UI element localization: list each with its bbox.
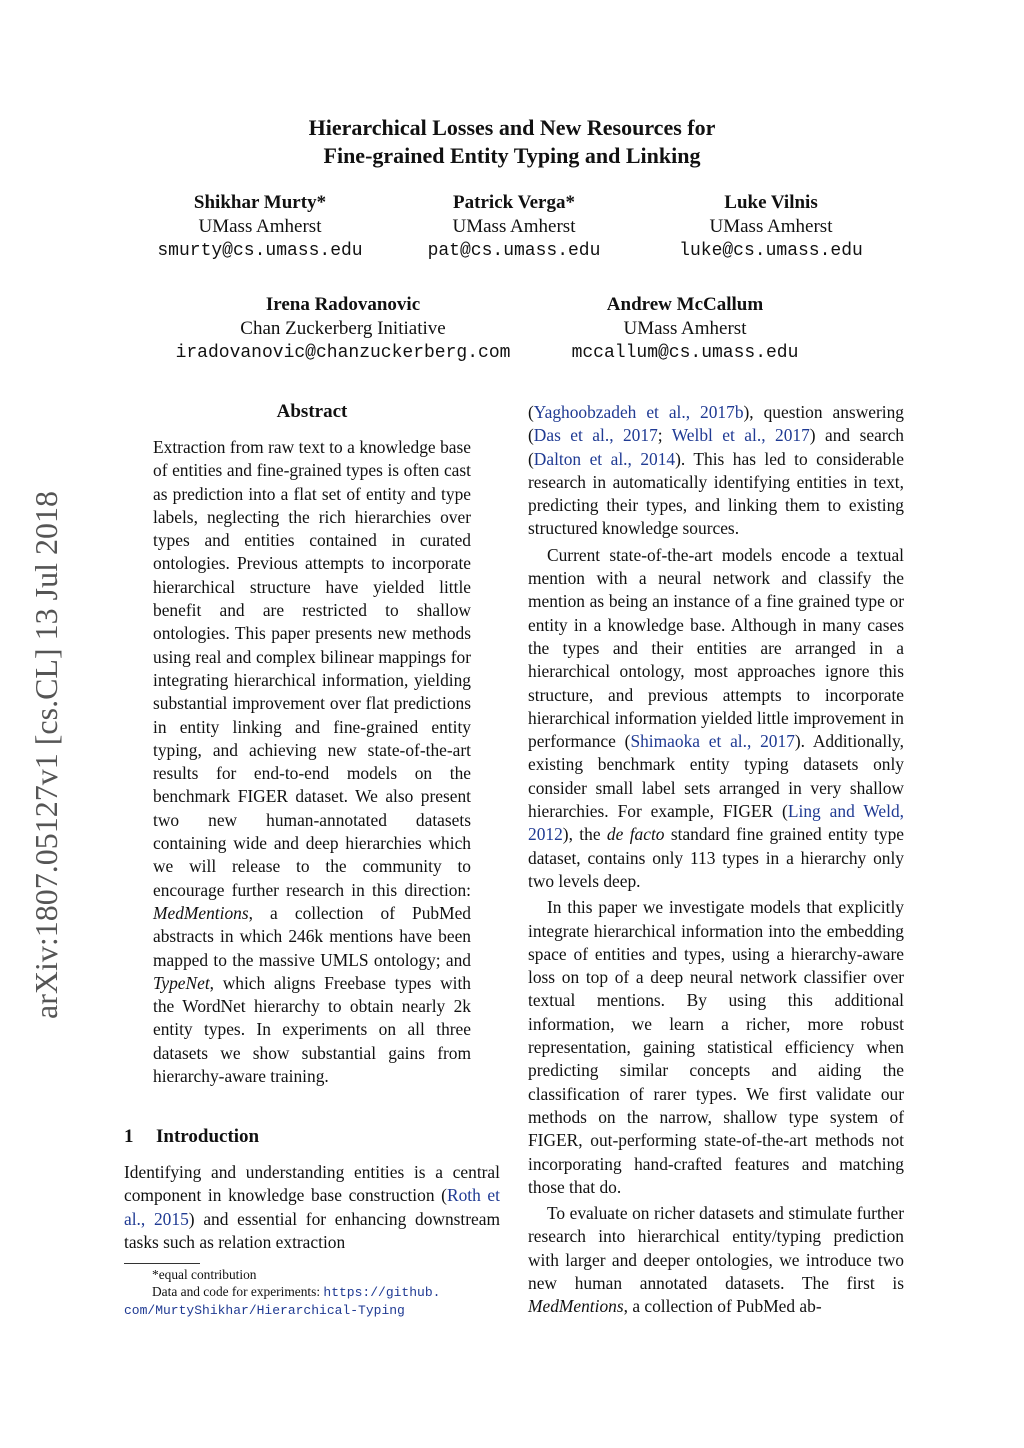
paragraph-4: To evaluate on richer datasets and stimulate further research into hierarchical entity/typing prediction with larger and deeper ontologies, we introduce two new human annotated datasets. The first is MedMentions, a collection of PubMed ab- (528, 1203, 904, 1317)
footnote-data-code: Data and code for experiments: https://github. (152, 1284, 441, 1300)
abstract-text: Extraction from raw text to a knowledge base of entities and fine-grained types is often cast as prediction into a flat set of entity and type labels, neglecting the rich hierarchies over types and entities contained in curated ontologies. Previous attempts to incorporate hierarchical structure have yielded little benefit and are restricted to shallow ontologies. This paper presents new methods using real and complex bilinear mappings for integrating hierarchical information, yielding substantial improvement over flat predictions in entity linking and fine-grained entity typing, and achieving new state-of-the-art results for end-to-end models on the benchmark FIGER dataset. We also present two new human-annotated datasets containing wide and deep hierarchies which we will release to the community to encourage further research in this direction: MedMentions, a collection of PubMed abstracts in which 246k mentions have been mapped to the massive UMLS ontology; and TypeNet, which aligns Freebase types with the WordNet hierarchy to obtain nearly 2k entity types. In experiments on all three datasets we show substantial gains from hierarchy-aware training. (153, 437, 471, 1087)
paragraph-3: In this paper we investigate models that explicitly integrate hierarchical information into the embedding space of entities and types, using a hierarchy-aware loss on top of a deep neural network classifier over textual mentions. By using this additional information, we learn a richer, more robust representation, gaining statistical efficiency when predicting similar concepts and aiding the classification of rarer types. We first validate our methods on the narrow, shallow type system of FIGER, out-performing state-of-the-art methods not incorporating hand-crafted features and matching those that do. (528, 897, 904, 1197)
author-name: Luke Vilnis (724, 192, 818, 213)
footnotes (124, 1266, 500, 1319)
author-affiliation: UMass Amherst (452, 216, 576, 237)
author-block-murty (100, 191, 420, 263)
de-facto-term: de facto (606, 824, 665, 845)
footnote-equal-contribution: *equal contribution (152, 1267, 257, 1282)
introduction-section (124, 1125, 500, 1254)
author-affiliation: Chan Zuckerberg Initiative (240, 318, 446, 339)
author-email[interactable]: smurty@cs.umass.edu (157, 241, 363, 261)
author-name: Patrick Verga* (453, 192, 575, 213)
citation-link[interactable]: Roth et al., 2015 (124, 1185, 500, 1229)
author-affiliation: UMass Amherst (198, 216, 322, 237)
author-email[interactable]: iradovanovic@chanzuckerberg.com (175, 343, 511, 363)
paper-title (0, 114, 1024, 170)
paragraph-1: (Yaghoobzadeh et al., 2017b), question answering (Das et al., 2017; Welbl et al., 2017) and search (Dalton et al., 2014). This has led to considerable research in automatically identifying entities in text, predicting their types, and linking them to existing structured knowledge sources. (528, 402, 904, 539)
author-block-mccallum (535, 293, 835, 365)
typenet-term: TypeNet (153, 972, 210, 993)
author-name: Shikhar Murty* (193, 192, 327, 213)
section-title: Introduction (156, 1126, 260, 1147)
author-block-radovanovic (138, 293, 548, 365)
section-number: 1 (124, 1126, 134, 1147)
right-column (528, 401, 904, 1319)
author-email[interactable]: mccallum@cs.umass.edu (571, 343, 799, 363)
author-name: Andrew McCallum (606, 294, 764, 315)
citation-link[interactable]: Welbl et al., 2017 (671, 425, 810, 446)
medmentions-term: MedMentions (528, 1296, 624, 1317)
github-link[interactable]: https://github. (323, 1285, 441, 1300)
abstract-heading: Abstract (276, 401, 348, 422)
author-affiliation: UMass Amherst (623, 318, 747, 339)
paragraph-2: Current state-of-the-art models encode a textual mention with a neural network and classify the mention as being an instance of a fine grained type or entity in a knowledge base. Although in many cases the types and their entities are arranged in a hierarchical ontology, most approaches ignore this structure, and previous attempts to incorporate hierarchical information yielded little improvement in performance (Shimaoka et al., 2017). Additionally, existing benchmark entity typing datasets only consider small label sets arranged in very shallow hierarchies. For example, FIGER (Ling and Weld, 2012), the de facto standard fine grained entity type dataset, contains only 113 types in a hierarchy only two levels deep. (528, 544, 905, 891)
citation-link[interactable]: Das et al., 2017 (533, 425, 658, 446)
footnote-divider (124, 1263, 200, 1264)
author-block-verga (374, 191, 654, 263)
section-heading-introduction (124, 1125, 500, 1149)
author-affiliation: UMass Amherst (709, 216, 833, 237)
github-link-continued[interactable]: com/MurtyShikhar/Hierarchical-Typing (124, 1303, 405, 1318)
citation-link[interactable]: Shimaoka et al., 2017 (630, 731, 795, 752)
abstract-section (153, 400, 471, 1088)
author-email[interactable]: pat@cs.umass.edu (427, 241, 601, 261)
arxiv-stamp: arXiv:1807.05127v1 [cs.CL] 13 Jul 2018 (28, 491, 64, 1019)
author-name: Irena Radovanovic (265, 294, 421, 315)
citation-link[interactable]: Ling and Weld, 2012 (528, 801, 905, 845)
medmentions-term: MedMentions (153, 902, 249, 923)
citation-link[interactable]: Dalton et al., 2014 (533, 448, 676, 469)
title-line-2: Fine-grained Entity Typing and Linking (323, 143, 701, 168)
footnote-url-continued (124, 1301, 500, 1319)
introduction-paragraph: Identifying and understanding entities is a central component in knowledge base construction (Roth et al., 2015) and essential for enhancing downstream tasks such as relation extraction (124, 1162, 501, 1252)
author-email[interactable]: luke@cs.umass.edu (679, 241, 863, 261)
citation-link[interactable]: Yaghoobzadeh et al., 2017b (533, 402, 744, 422)
author-block-vilnis (631, 191, 911, 263)
title-line-1: Hierarchical Losses and New Resources for (308, 115, 716, 140)
